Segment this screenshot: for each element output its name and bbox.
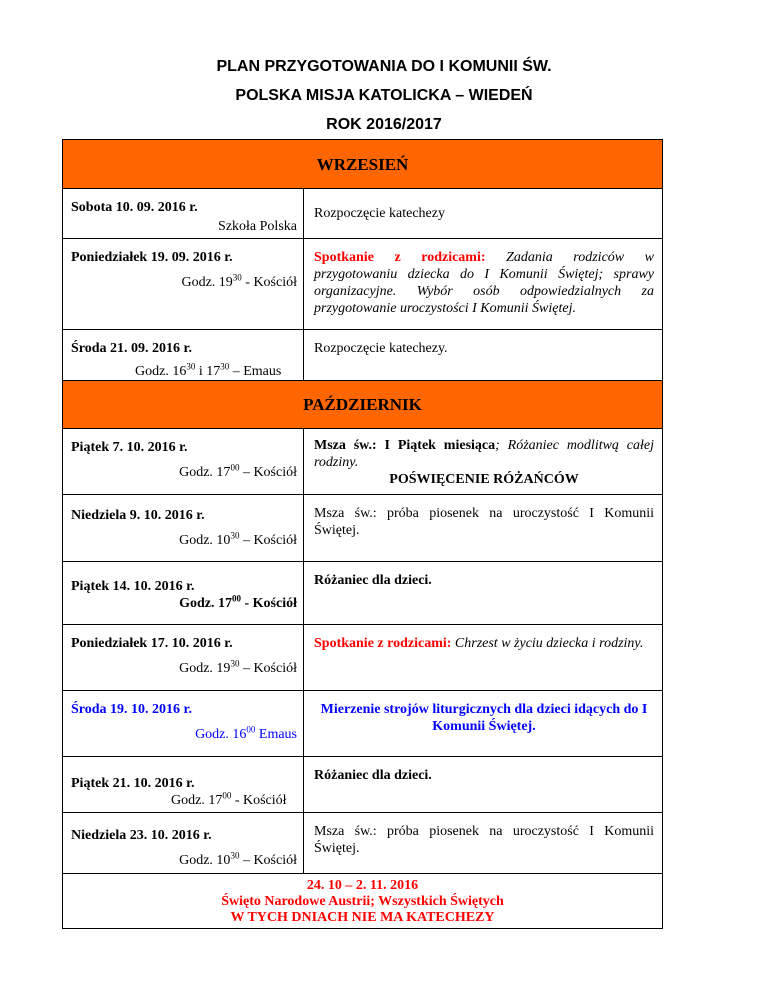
doc-title-line2: POLSKA MISJA KATOLICKA – WIEDEŃ (235, 87, 533, 104)
event-time: Godz. $10^{30}$ – Kościół (179, 530, 297, 548)
schedule-table (62, 139, 663, 929)
event-description: Mierzenie strojów liturgicznych dla dzieci idących do I Komunii Świętej. (320, 702, 648, 734)
month-band-october (63, 381, 663, 429)
doc-title-line1: PLAN PRZYGOTOWANIA DO I KOMUNII ŚW. (216, 58, 552, 75)
table-row (63, 239, 663, 330)
event-date: Piątek 14. 10. 2016 r. (71, 579, 195, 594)
month-label-september: WRZESIEŃ (63, 140, 663, 189)
date-cell (63, 330, 304, 381)
event-label: Spotkanie z rodzicami: (314, 636, 452, 651)
event-highlight: POŚWIĘCENIE RÓŻAŃCÓW (389, 472, 579, 487)
table-row (63, 429, 663, 495)
event-description: Msza św.: próba piosenek na uroczystość I Komunii Świętej. (314, 824, 655, 856)
table-row (63, 562, 663, 625)
event-cell (304, 813, 663, 874)
event-time: Godz. $16^{30}$ i $17^{30}$ – Emaus (135, 361, 282, 379)
event-date: Piątek 7. 10. 2016 r. (71, 440, 188, 455)
event-date: Piątek 21. 10. 2016 r. (71, 776, 195, 791)
event-cell (304, 757, 663, 813)
event-cell (304, 330, 663, 381)
event-cell (304, 189, 663, 239)
table-row (63, 757, 663, 813)
table-row (63, 189, 663, 239)
event-label: Msza św.: I Piątek miesiąca (314, 438, 496, 453)
event-date: Niedziela 9. 10. 2016 r. (71, 508, 205, 523)
footer-cell (63, 874, 663, 929)
event-date: Poniedziałek 17. 10. 2016 r. (71, 636, 233, 651)
event-description: Rozpoczęcie katechezy. (314, 341, 448, 356)
event-time: Godz. $19^{30}$ - Kościół (181, 272, 297, 290)
event-time: Godz. $10^{30}$ – Kościół (179, 850, 297, 868)
event-description: Rozpoczęcie katechezy (314, 206, 445, 221)
event-date: Niedziela 23. 10. 2016 r. (71, 828, 212, 843)
event-label: Spotkanie z rodzicami: (314, 250, 486, 265)
date-cell (63, 189, 304, 239)
event-date: Środa 21. 09. 2016 r. (71, 341, 192, 356)
month-band-september (63, 140, 663, 189)
event-time: Godz. $19^{30}$ – Kościół (179, 658, 297, 676)
doc-title-line3: ROK 2016/2017 (326, 116, 442, 133)
event-cell (304, 495, 663, 562)
event-time: Godz. $17^{00}$ - Kościół (179, 593, 297, 611)
date-cell (63, 757, 304, 813)
table-row (63, 330, 663, 381)
event-date: Środa 19. 10. 2016 r. (71, 702, 192, 717)
table-row (63, 813, 663, 874)
event-cell (304, 239, 663, 330)
event-cell (304, 625, 663, 691)
event-description: Różaniec dla dzieci. (314, 768, 432, 783)
event-description: Różaniec dla dzieci. (314, 573, 432, 588)
event-cell (304, 429, 663, 495)
date-cell (63, 429, 304, 495)
date-cell (63, 691, 304, 757)
event-time: Godz. $17^{00}$ - Kościół (171, 790, 287, 808)
event-time: Godz. $17^{00}$ – Kościół (179, 462, 297, 480)
event-description: ; Różaniec modlitwą całej rodziny. (314, 438, 655, 470)
event-cell (304, 691, 663, 757)
event-time: Godz. $16^{00}$ Emaus (195, 724, 297, 742)
event-description: Msza św.: próba piosenek na uroczystość I Komunii Świętej. (314, 506, 655, 538)
event-date: Sobota 10. 09. 2016 r. (71, 200, 198, 215)
footer-notice: W TYCH DNIACH NIE MA KATECHEZY (230, 910, 495, 925)
table-row (63, 495, 663, 562)
date-cell (63, 813, 304, 874)
month-label-october: PAŹDZIERNIK (63, 381, 663, 429)
event-description: Chrzest w życiu dziecka i rodziny. (451, 636, 644, 651)
date-cell (63, 495, 304, 562)
footer-holidays: Święto Narodowe Austrii; Wszystkich Świętych (221, 894, 504, 909)
date-cell (63, 239, 304, 330)
event-place: Szkoła Polska (218, 219, 297, 234)
table-row (63, 625, 663, 691)
date-cell (63, 625, 304, 691)
footer-row (63, 874, 663, 929)
date-cell (63, 562, 304, 625)
event-date: Poniedziałek 19. 09. 2016 r. (71, 250, 233, 265)
footer-dates: 24. 10 – 2. 11. 2016 (306, 878, 419, 893)
event-cell (304, 562, 663, 625)
event-description: Zadania rodziców w przygotowaniu dziecka do I Komunii Świętej; sprawy organizacyjne. Wybór osób odpowiedzialnych za przygotowanie uroczystości I Komunii Świętej. (314, 250, 655, 316)
table-row (63, 691, 663, 757)
